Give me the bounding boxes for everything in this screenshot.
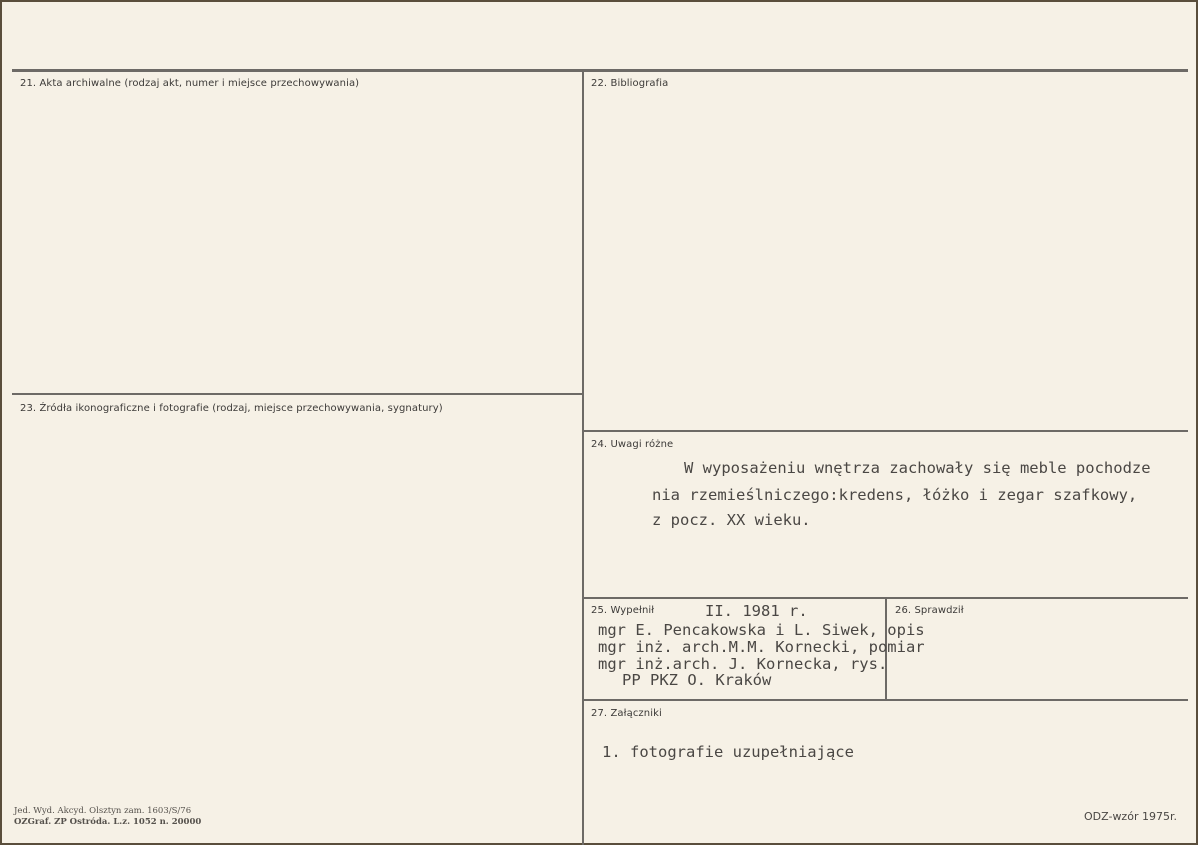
left-section-divider (12, 393, 582, 395)
field-24-label: 24. Uwagi różne (591, 439, 674, 450)
center-vertical-rule (582, 70, 584, 845)
field-25-label: 25. Wypełnił (591, 605, 655, 616)
printer-imprint-line: Jed. Wyd. Akcyd. Olsztyn zam. 1603/S/76 (14, 806, 192, 816)
field-21-label: 21. Akta archiwalne (rodzaj akt, numer i miejsce przechowywania) (20, 78, 360, 89)
printer-imprint-line: OZGraf. ZP Ostróda. L.z. 1052 n. 20000 (14, 817, 202, 827)
field-22-label: 22. Bibliografia (591, 78, 669, 89)
field-24-text-line: nia rzemieślniczego:kredens, łóżko i zegar szafkowy, (652, 486, 1138, 504)
field-24-text-line: W wyposażeniu wnętrza zachowały się meble pochodze (684, 459, 1151, 477)
top-rule (12, 69, 1188, 72)
form-code: ODZ-wzór 1975r. (1084, 810, 1177, 823)
field-23-label: 23. Źródła ikonograficzne i fotografie (rodzaj, miejsce przechowywania, sygnatury) (20, 403, 443, 414)
field-24-text-line: z pocz. XX wieku. (652, 511, 811, 529)
field-25-text-line: mgr inż. arch.M.M. Kornecki, pomiar (598, 638, 925, 656)
field-25-date: II. 1981 r. (705, 602, 808, 620)
field-27-label: 27. Załączniki (591, 708, 662, 719)
right-section-divider-24 (583, 430, 1188, 432)
field-26-label: 26. Sprawdził (895, 605, 964, 616)
field-25-text-line: mgr E. Pencakowska i L. Siwek, opis (598, 621, 925, 639)
right-section-divider-27 (583, 699, 1188, 701)
field-25-text-line: mgr inż.arch. J. Kornecka, rys. (598, 655, 888, 673)
field-27-text-line: 1. fotografie uzupełniające (602, 743, 854, 761)
field-25-text-line: PP PKZ O. Kraków (622, 671, 772, 689)
